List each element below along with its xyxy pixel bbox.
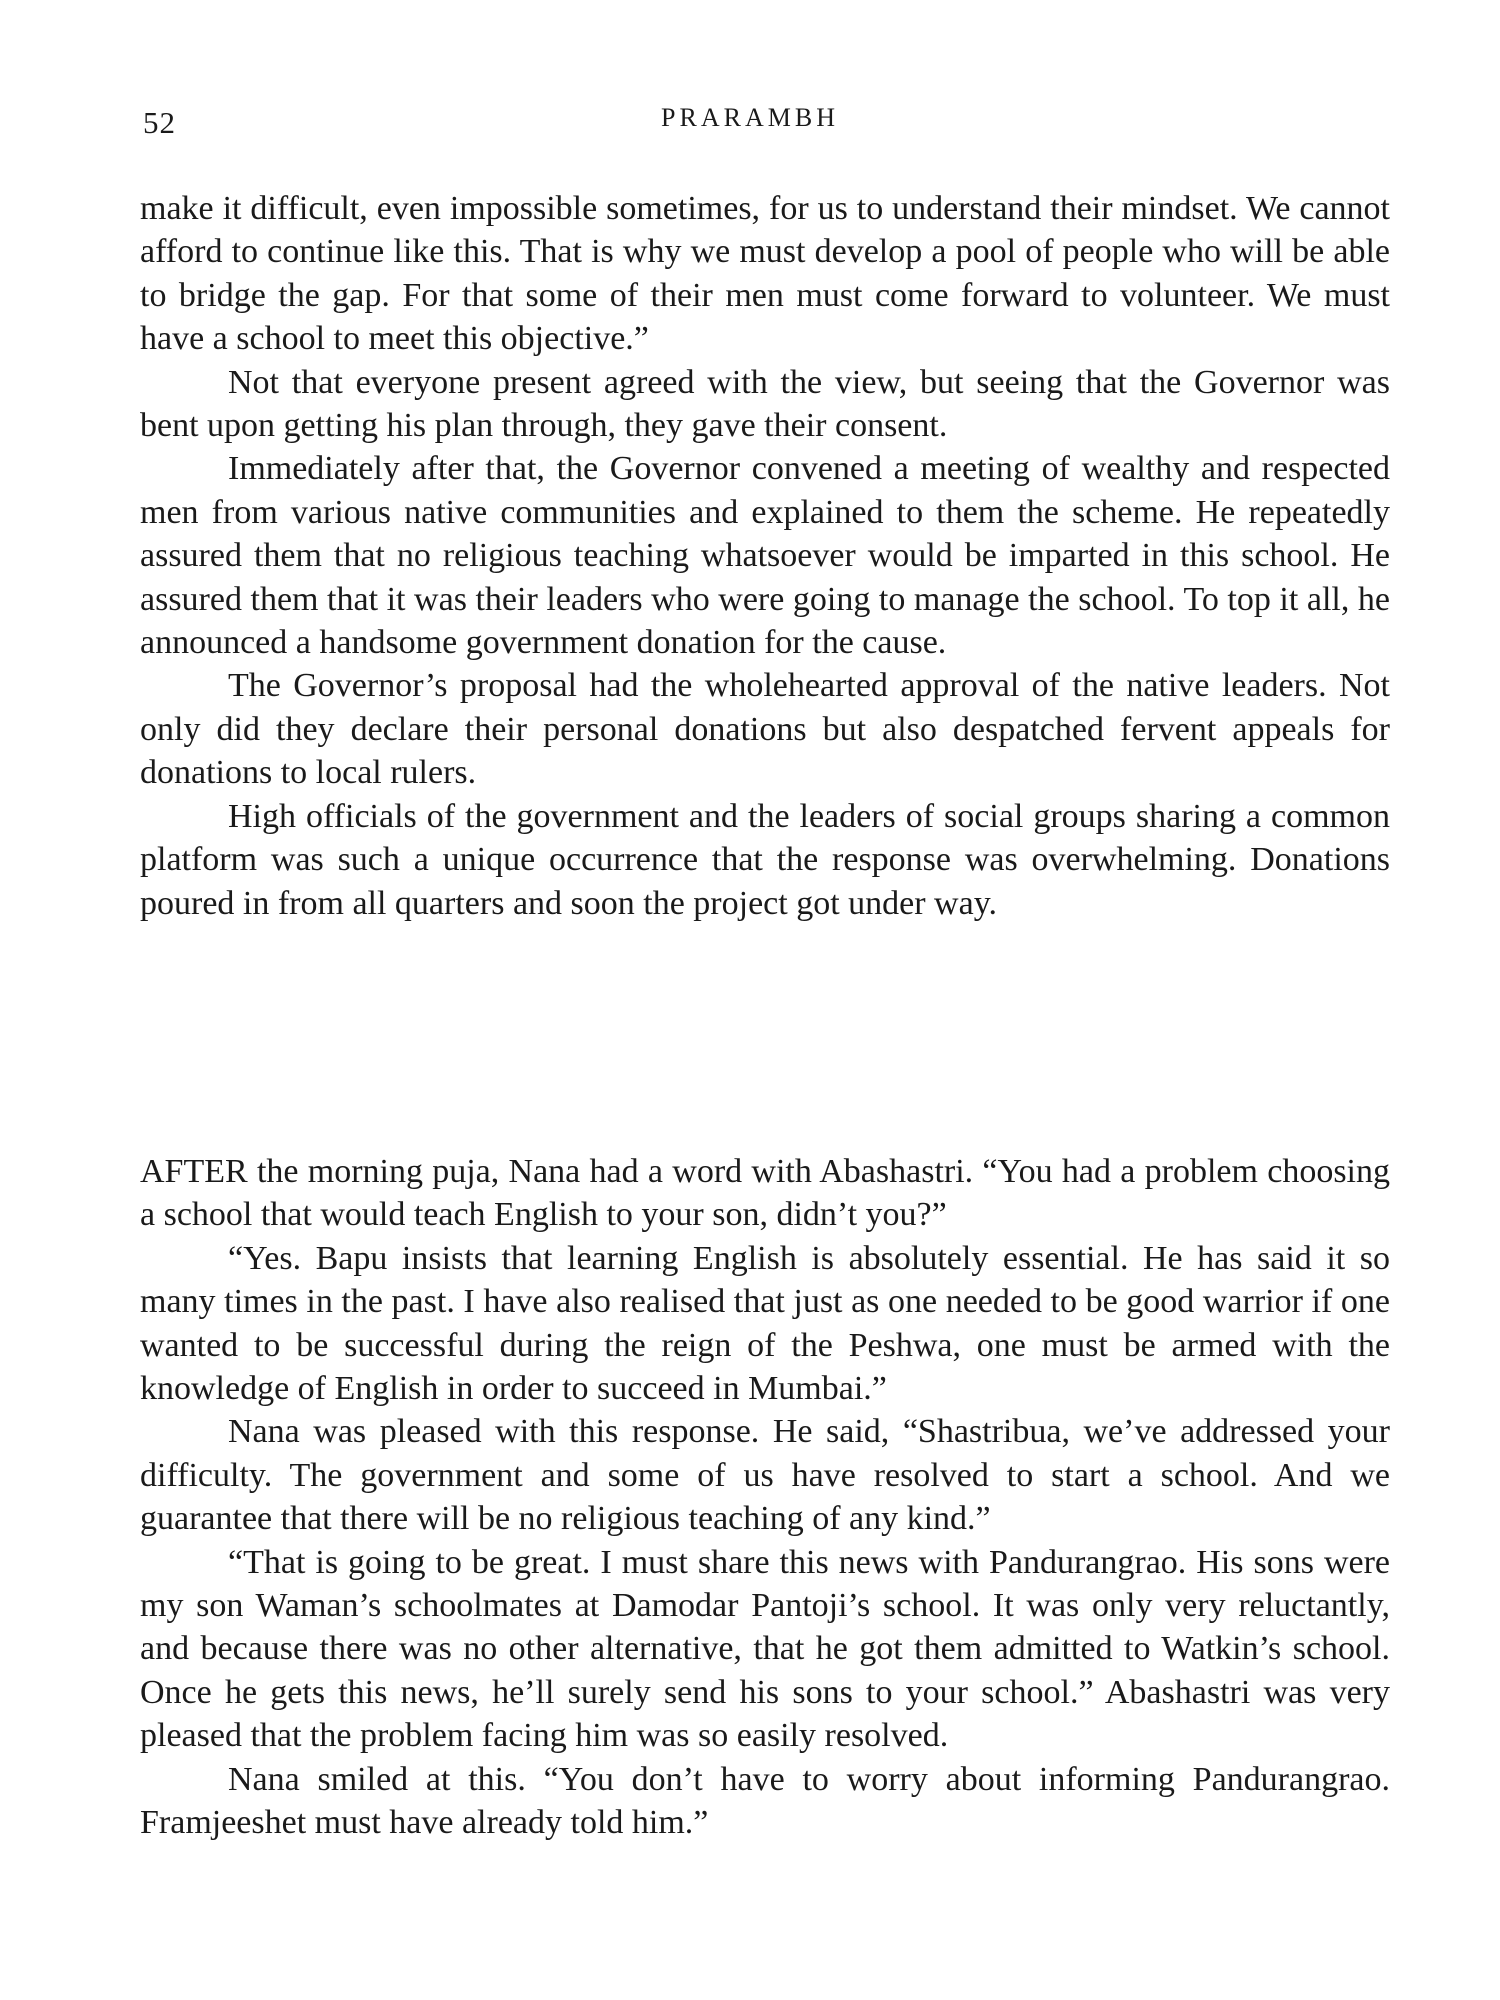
paragraph: High officials of the government and the leaders of social groups sharing a common platform was such a unique occurrence that the response was overwhelming. Donations poured in from all quarters and soon the project got under way. [140, 797, 1390, 922]
paragraph: Nana was pleased with this response. He said, “Shastribua, we’ve addressed your difficulty. The government and some of us have resolved to start a school. And we guarantee that there will be no religious teaching of any kind.” [140, 1413, 1390, 1538]
paragraph: The Governor’s proposal had the wholehearted approval of the native leaders. Not only did they declare their personal donations but also despatched fervent appeals for donations to local rulers. [140, 667, 1390, 792]
paragraph: Immediately after that, the Governor convened a meeting of wealthy and respected men from various native communities and explained to them the scheme. He repeatedly assured them that no religious teaching whatsoever would be imparted in this school. He assured them that it was their leaders who were going to manage the school. To top it all, he announced a handsome government donation for the cause. [140, 450, 1390, 662]
paragraph-continuation: make it difficult, even impossible sometimes, for us to understand their mindset. We cannot afford to continue like this. That is why we must develop a pool of people who will be able to bridge the gap. For that some of their men must come forward to volunteer. We must have a school to meet this objective.” [140, 190, 1390, 358]
paragraph: Not that everyone present agreed with the view, but seeing that the Governor was bent upon getting his plan through, they gave their consent. [140, 363, 1390, 445]
running-head: PRARAMBH [661, 103, 839, 132]
text-section-1 [140, 187, 1390, 925]
text-section-2 [140, 1150, 1390, 1845]
paragraph: “Yes. Bapu insists that learning English is absolutely essential. He has said it so many times in the past. I have also realised that just as one needed to be good warrior if one wanted to be successful during the reign of the Peshwa, one must be armed with the knowledge of English in order to succeed in Mumbai.” [140, 1239, 1390, 1408]
paragraph: Nana smiled at this. “You don’t have to worry about informing Pandurangrao. Framjeeshet must have already told him.” [140, 1760, 1390, 1842]
section-opening-paragraph: AFTER the morning puja, Nana had a word with Abashastri. “You had a problem choosing a school that would teach English to your son, didn’t you?” [140, 1153, 1390, 1234]
page-number: 52 [143, 105, 176, 140]
paragraph: “That is going to be great. I must share this news with Pandurangrao. His sons were my son Waman’s schoolmates at Damodar Pantoji’s school. It was only very reluctantly, and because there was no other alternative, that he got them admitted to Watkin’s school. Once he gets this news, he’ll surely send his sons to your school.” Abashastri was very pleased that the problem facing him was so easily resolved. [140, 1543, 1390, 1755]
